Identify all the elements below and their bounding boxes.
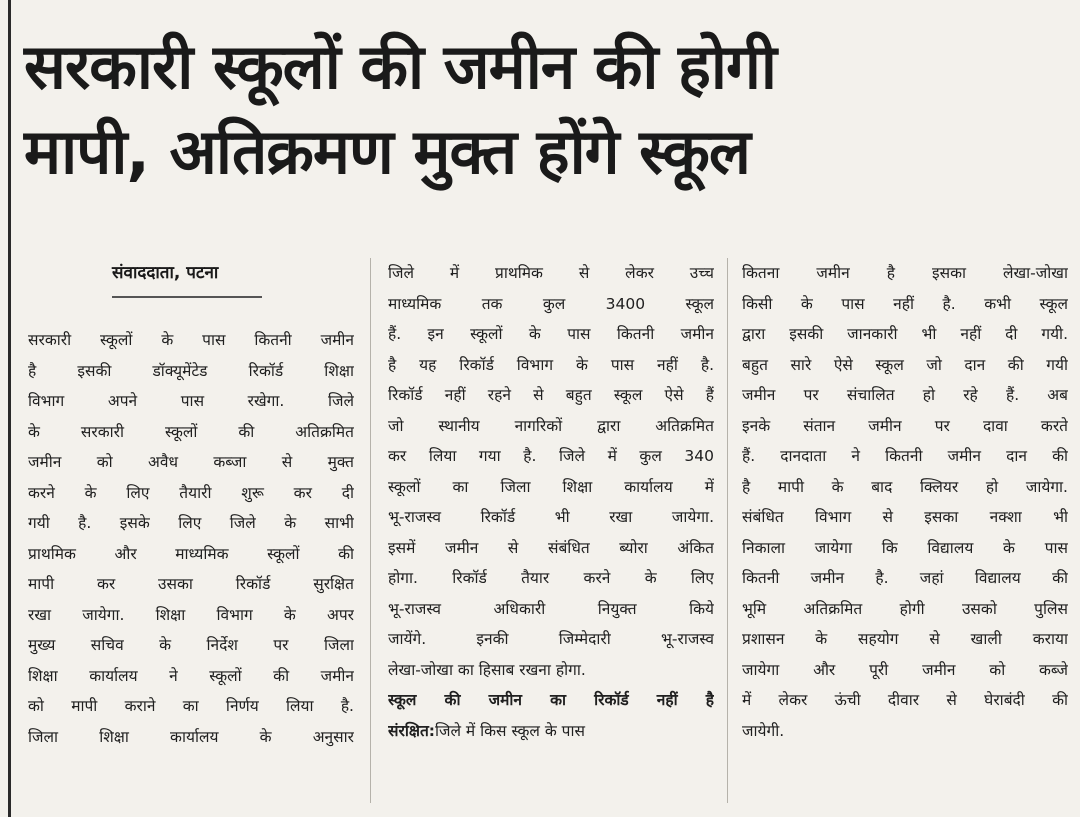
column-3-line: कितना जमीन है इसका लेखा-जोखा <box>742 264 1068 282</box>
byline-underline <box>112 296 262 298</box>
column-1-line: मुख्य सचिव के निर्देश पर जिला <box>28 636 354 654</box>
byline: संवाददाता, पटना <box>112 263 219 283</box>
column-1-line: करने के लिए तैयारी शुरू कर दी <box>28 483 354 502</box>
column-2-line: लेखा-जोखा का हिसाब रखना होगा. <box>388 660 586 679</box>
headline-line-1: सरकारी स्कूलों की जमीन की होगी <box>24 30 776 103</box>
column-1-line: जिला शिक्षा कार्यालय के अनुसार <box>28 727 354 746</box>
column-2-line: हैं. इन स्कूलों के पास कितनी जमीन <box>388 325 714 343</box>
headline-line-2: मापी, अतिक्रमण मुक्त होंगे स्कूल <box>24 115 750 188</box>
column-3-line: निकाला जायेगा कि विद्यालय के पास <box>742 538 1068 557</box>
column-1-line: रखा जायेगा. शिक्षा विभाग के अपर <box>28 605 354 624</box>
column-3-line: बहुत सारे ऐसे स्कूल जो दान की गयी <box>742 355 1068 374</box>
column-2-line: इसमें जमीन से संबंधित ब्योरा अंकित <box>388 538 714 557</box>
article-column-1 <box>28 325 354 752</box>
column-1-line: सरकारी स्कूलों के पास कितनी जमीन <box>28 331 354 349</box>
column-3-line: जायेगी. <box>742 721 785 740</box>
column-divider-2 <box>727 258 728 803</box>
column-3-line: भूमि अतिक्रमित होगी उसको पुलिस <box>742 599 1068 618</box>
column-2-subhead: स्कूल की जमीन का रिकॉर्ड नहीं है <box>388 691 714 709</box>
column-1-line: जमीन को अवैध कब्जा से मुक्त <box>28 453 354 471</box>
column-3-line: किसी के पास नहीं है. कभी स्कूल <box>742 294 1068 313</box>
headline <box>24 24 1064 194</box>
column-1-line: प्राथमिक और माध्यमिक स्कूलों की <box>28 544 354 563</box>
column-2-line: है यह रिकॉर्ड विभाग के पास नहीं है. <box>388 355 714 374</box>
column-2-line: होगा. रिकॉर्ड तैयार करने के लिए <box>388 569 714 587</box>
column-3-line: प्रशासन के सहयोग से खाली कराया <box>742 630 1068 648</box>
column-2-line: भू-राजस्व रिकॉर्ड भी रखा जायेगा. <box>388 508 714 526</box>
subhead-label: संरक्षित: <box>388 721 435 740</box>
column-2-line: कर लिया गया है. जिले में कुल 340 <box>388 447 714 465</box>
column-2-line: जायेंगे. इनकी जिम्मेदारी भू-राजस्व <box>388 630 714 648</box>
column-2-line: माध्यमिक तक कुल 3400 स्कूल <box>388 294 714 313</box>
article-column-2 <box>388 258 714 746</box>
column-2-line: जिले में प्राथमिक से लेकर उच्च <box>388 264 714 282</box>
column-1-line: को मापी कराने का निर्णय लिया है. <box>28 697 354 715</box>
column-3-line: जमीन पर संचालित हो रहे हैं. अब <box>742 386 1068 404</box>
column-1-line: मापी कर उसका रिकॉर्ड सुरक्षित <box>28 575 354 593</box>
column-1-line: गयी है. इसके लिए जिले के साभी <box>28 514 354 532</box>
column-2-line: रिकॉर्ड नहीं रहने से बहुत स्कूल ऐसे हैं <box>388 386 714 404</box>
column-3-line: है मापी के बाद क्लियर हो जायेगा. <box>742 477 1068 496</box>
column-2-line: जिले में किस स्कूल के पास <box>434 721 585 740</box>
column-3-line: संबंधित विभाग से इसका नक्शा भी <box>742 508 1068 526</box>
column-2-line: भू-राजस्व अधिकारी नियुक्त किये <box>388 599 714 618</box>
column-3-line: इनके संतान जमीन पर दावा करते <box>742 416 1068 435</box>
column-1-line: विभाग अपने पास रखेगा. जिले <box>28 392 354 410</box>
column-3-line: कितनी जमीन है. जहां विद्यालय की <box>742 569 1068 587</box>
column-1-line: शिक्षा कार्यालय ने स्कूलों की जमीन <box>28 666 354 685</box>
column-2-line: स्कूलों का जिला शिक्षा कार्यालय में <box>388 477 714 496</box>
article-column-3 <box>742 258 1068 746</box>
column-3-line: द्वारा इसकी जानकारी भी नहीं दी गयी. <box>742 325 1068 343</box>
column-1-line: है इसकी डॉक्यूमेंटेड रिकॉर्ड शिक्षा <box>28 361 354 380</box>
column-1-line: के सरकारी स्कूलों की अतिक्रमित <box>28 422 354 441</box>
page-left-rule <box>8 0 11 817</box>
column-3-line: जायेगा और पूरी जमीन को कब्जे <box>742 660 1068 679</box>
column-2-line: जो स्थानीय नागरिकों द्वारा अतिक्रमित <box>388 416 714 435</box>
column-3-line: में लेकर ऊंची दीवार से घेराबंदी की <box>742 691 1068 709</box>
column-3-line: हैं. दानदाता ने कितनी जमीन दान की <box>742 447 1068 465</box>
column-divider-1 <box>370 258 371 803</box>
column-2-subhead-line-2 <box>388 716 714 747</box>
